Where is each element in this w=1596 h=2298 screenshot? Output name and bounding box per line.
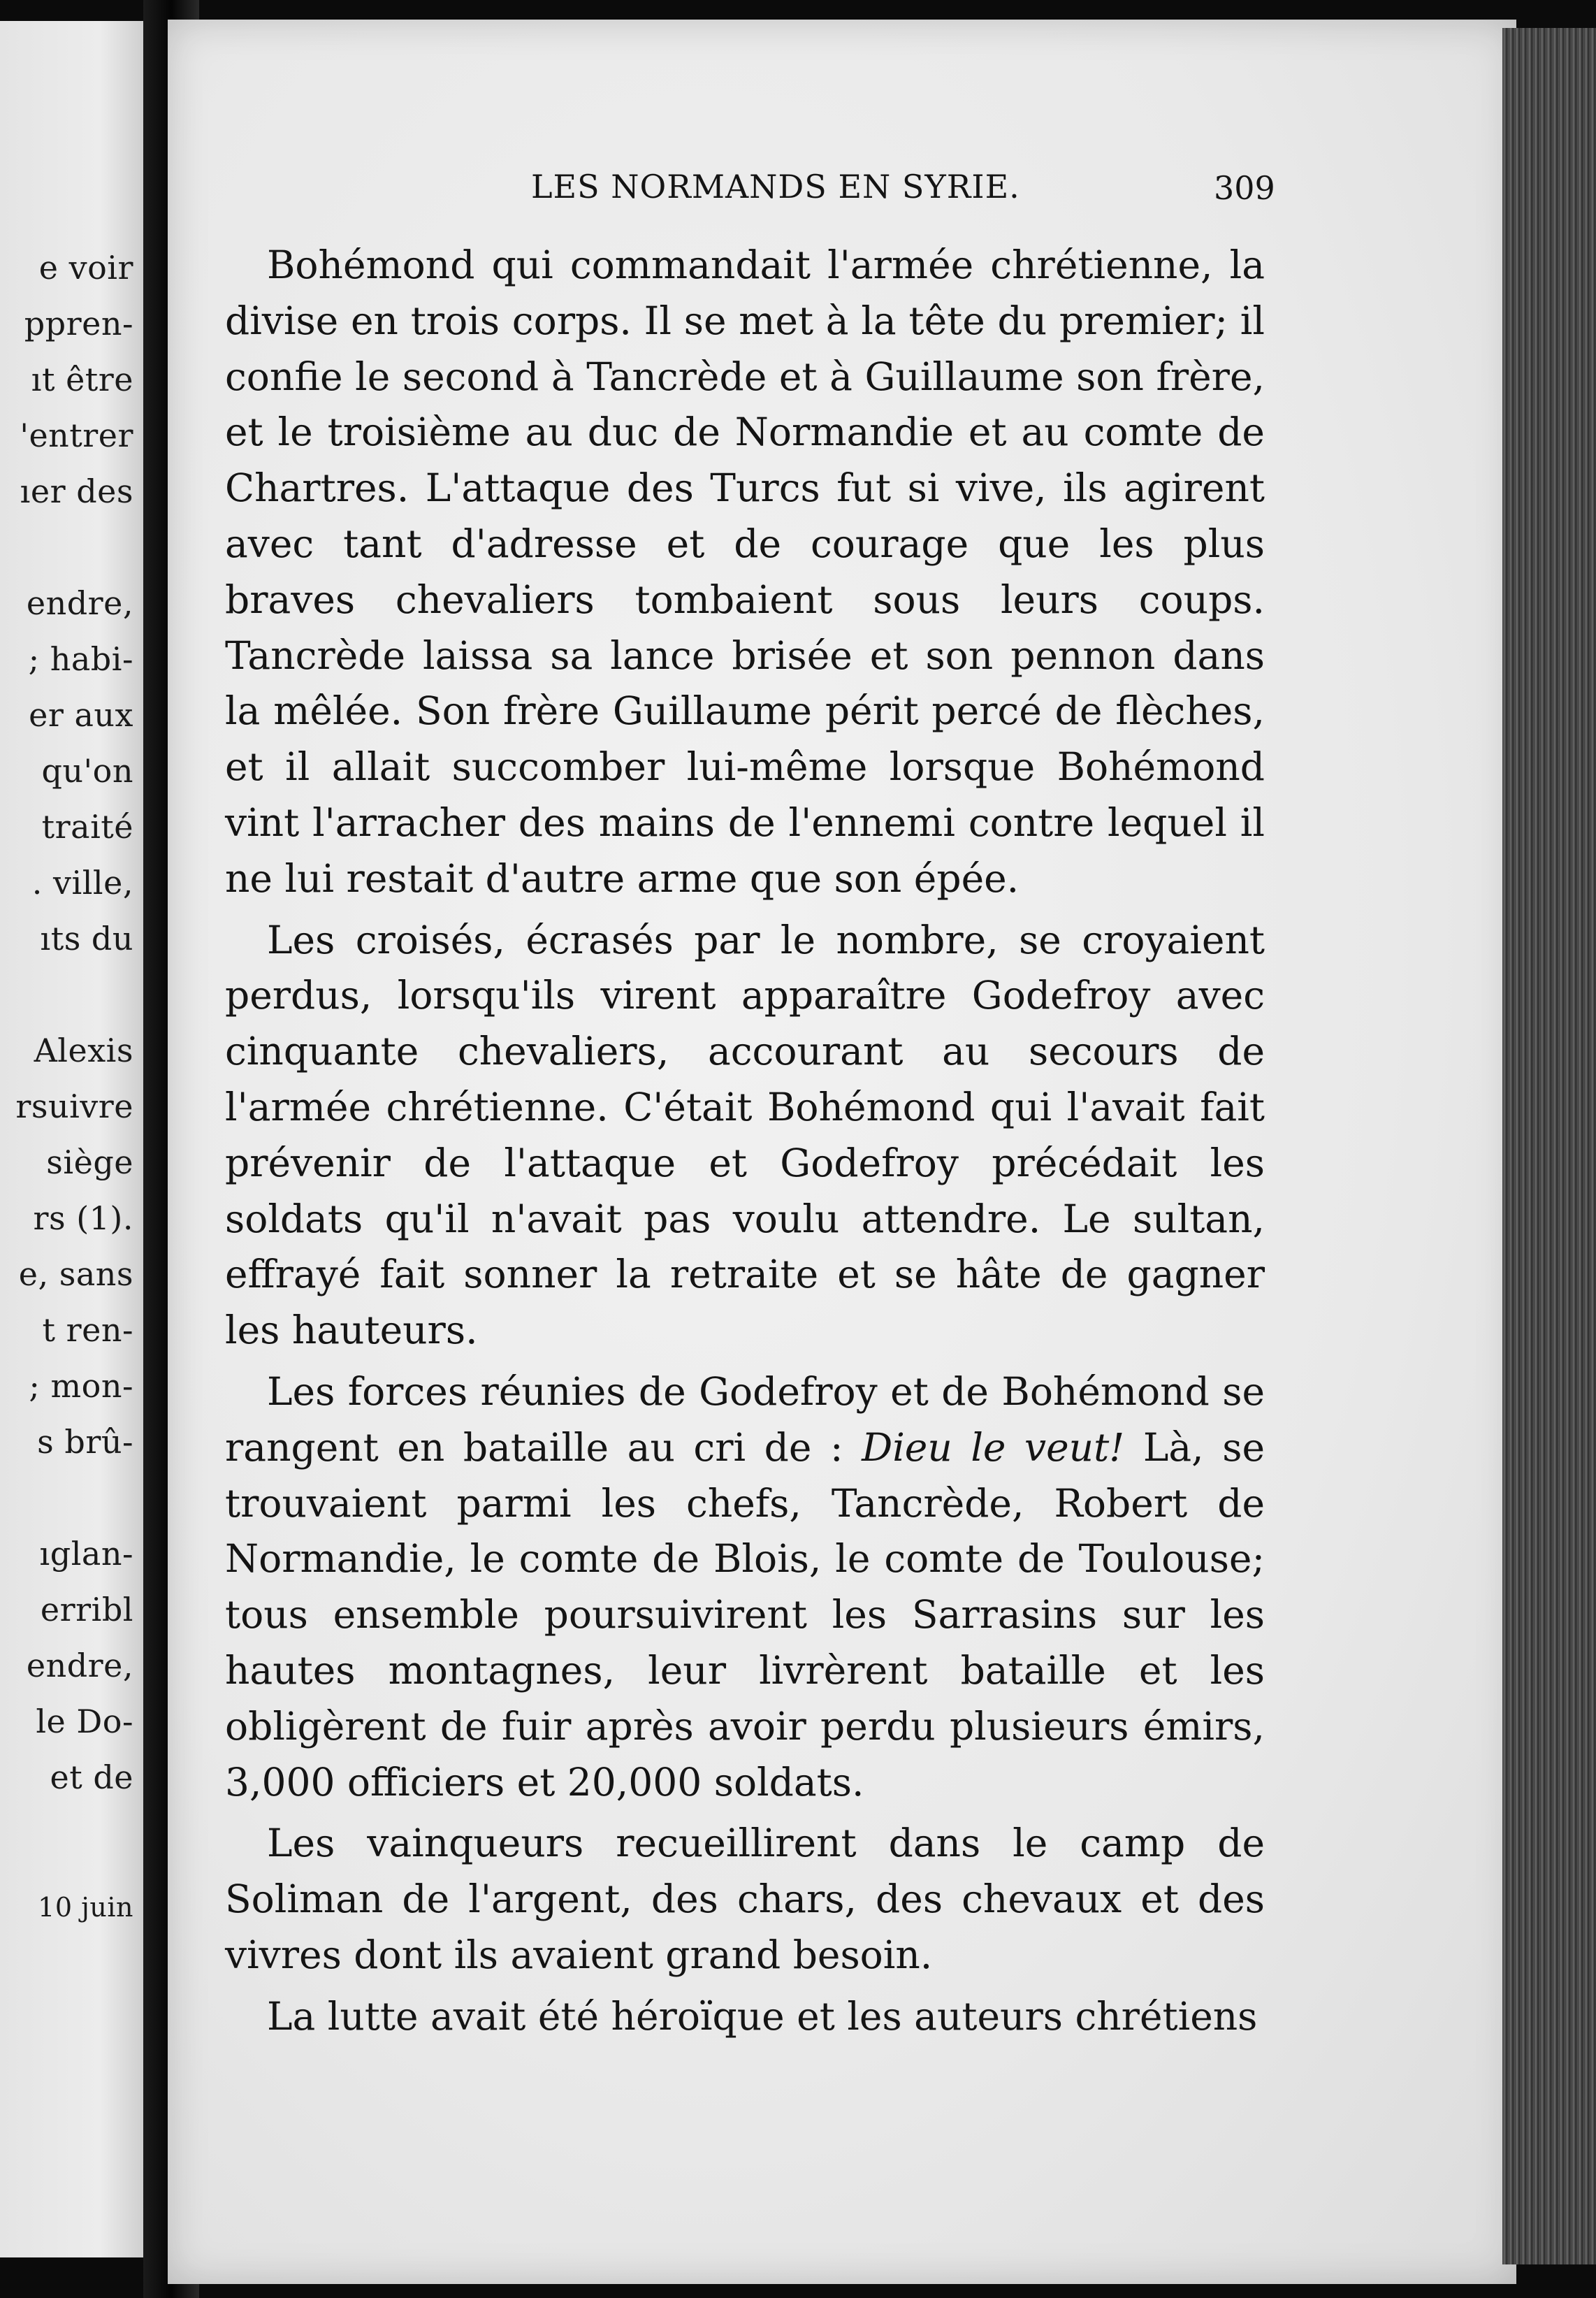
paragraph: La lutte avait été héroïque et les auteurs chrétiens: [267, 1993, 1258, 2039]
paragraph: Les vainqueurs recueillirent dans le camp de Soliman de l'argent, des chars, des chevaux et des vivres dont ils avaient grand besoin.: [225, 1821, 1265, 1977]
left-facing-page: [0, 21, 143, 2257]
left-page-line: rsuivre: [15, 1087, 133, 1125]
left-page-line: e voir: [38, 249, 133, 287]
left-page-line: rs (1).: [33, 1199, 133, 1237]
left-page-line: endre,: [26, 1647, 133, 1684]
left-page-line: . ville,: [31, 864, 133, 902]
page-edges: [1502, 28, 1596, 2264]
left-page-line: endre,: [26, 584, 133, 622]
left-page-line: Alexis: [34, 1032, 133, 1069]
italic-phrase: Dieu le veut!: [862, 1424, 1125, 1470]
left-page-line: 'entrer: [20, 417, 133, 454]
left-page-line: ıglan-: [39, 1535, 133, 1573]
paragraph: Bohémond qui commandait l'armée chrétienne, la divise en trois corps. Il se met à la tête du premier; il confie le second à Tancrède et à Guillaume son frère, et le troisième au duc de Normandie et au comte de Chartres. L'attaque des Turcs fut si vive, ils agirent avec tant d'adresse et de courage que les plus braves chevaliers tombaient sous leurs coups. Tancrède laissa sa lance brisée et son pennon dans la mêlée. Son frère Guillaume périt percé de flèches, et il allait succomber lui-même lorsque Bohémond vint l'arracher des mains de l'ennemi contre lequel il ne lui restait d'autre arme que son épée.: [225, 243, 1265, 901]
paragraph-text: Là, se trouvaient parmi les chefs, Tancrède, Robert de Normandie, le comte de Blois, le comte de Toulouse; tous ensemble poursuivirent les Sarrasins sur les hautes montagnes, leur livrèrent bataille et les obligèrent de fuir après avoir perdu plusieurs émirs, 3,000 officiers et 20,000 soldats.: [225, 1424, 1265, 1805]
paragraph: [225, 1364, 1265, 1810]
paragraph: Les croisés, écrasés par le nombre, se croyaient perdus, lorsqu'ils virent apparaître Godefroy avec cinquante chevaliers, accourant au secours de l'armée chrétienne. C'était Bohémond qui l'avait fait prévenir de l'attaque et Godefroy précédait les soldats qu'il n'avait pas voulu attendre. Le sultan, effrayé fait sonner la retraite et se hâte de gagner les hauteurs.: [225, 917, 1265, 1353]
left-page-line: ıt être: [31, 361, 133, 398]
left-page-line: siège: [46, 1143, 133, 1181]
left-page-line: t ren-: [42, 1311, 133, 1349]
left-page-line: er aux: [29, 696, 133, 734]
left-page-line: s brû-: [37, 1423, 133, 1461]
left-page-line: le Do-: [36, 1703, 133, 1740]
left-page-line: qu'on: [41, 752, 133, 790]
running-header: LES NORMANDS EN SYRIE.: [531, 168, 1020, 205]
left-page-line: traité: [41, 808, 133, 846]
left-page-line: erribl: [40, 1591, 133, 1628]
left-page-line: e, sans: [18, 1255, 133, 1293]
left-page-line: ıer des: [20, 472, 133, 510]
body-text: [225, 238, 1265, 2051]
left-page-line: ppren-: [24, 305, 133, 342]
left-page-line: 10 juin: [38, 1892, 133, 1923]
paragraph-text: Les forces réunies de Godefroy et de Bohémond se rangent en bataille au cri de :: [225, 1368, 1265, 1470]
left-page-line: ıts du: [40, 920, 133, 957]
page-number: 309: [1214, 169, 1275, 207]
left-page-line: ; habi-: [28, 640, 133, 678]
left-page-line: et de: [50, 1758, 133, 1796]
left-page-line: ; mon-: [29, 1367, 133, 1405]
